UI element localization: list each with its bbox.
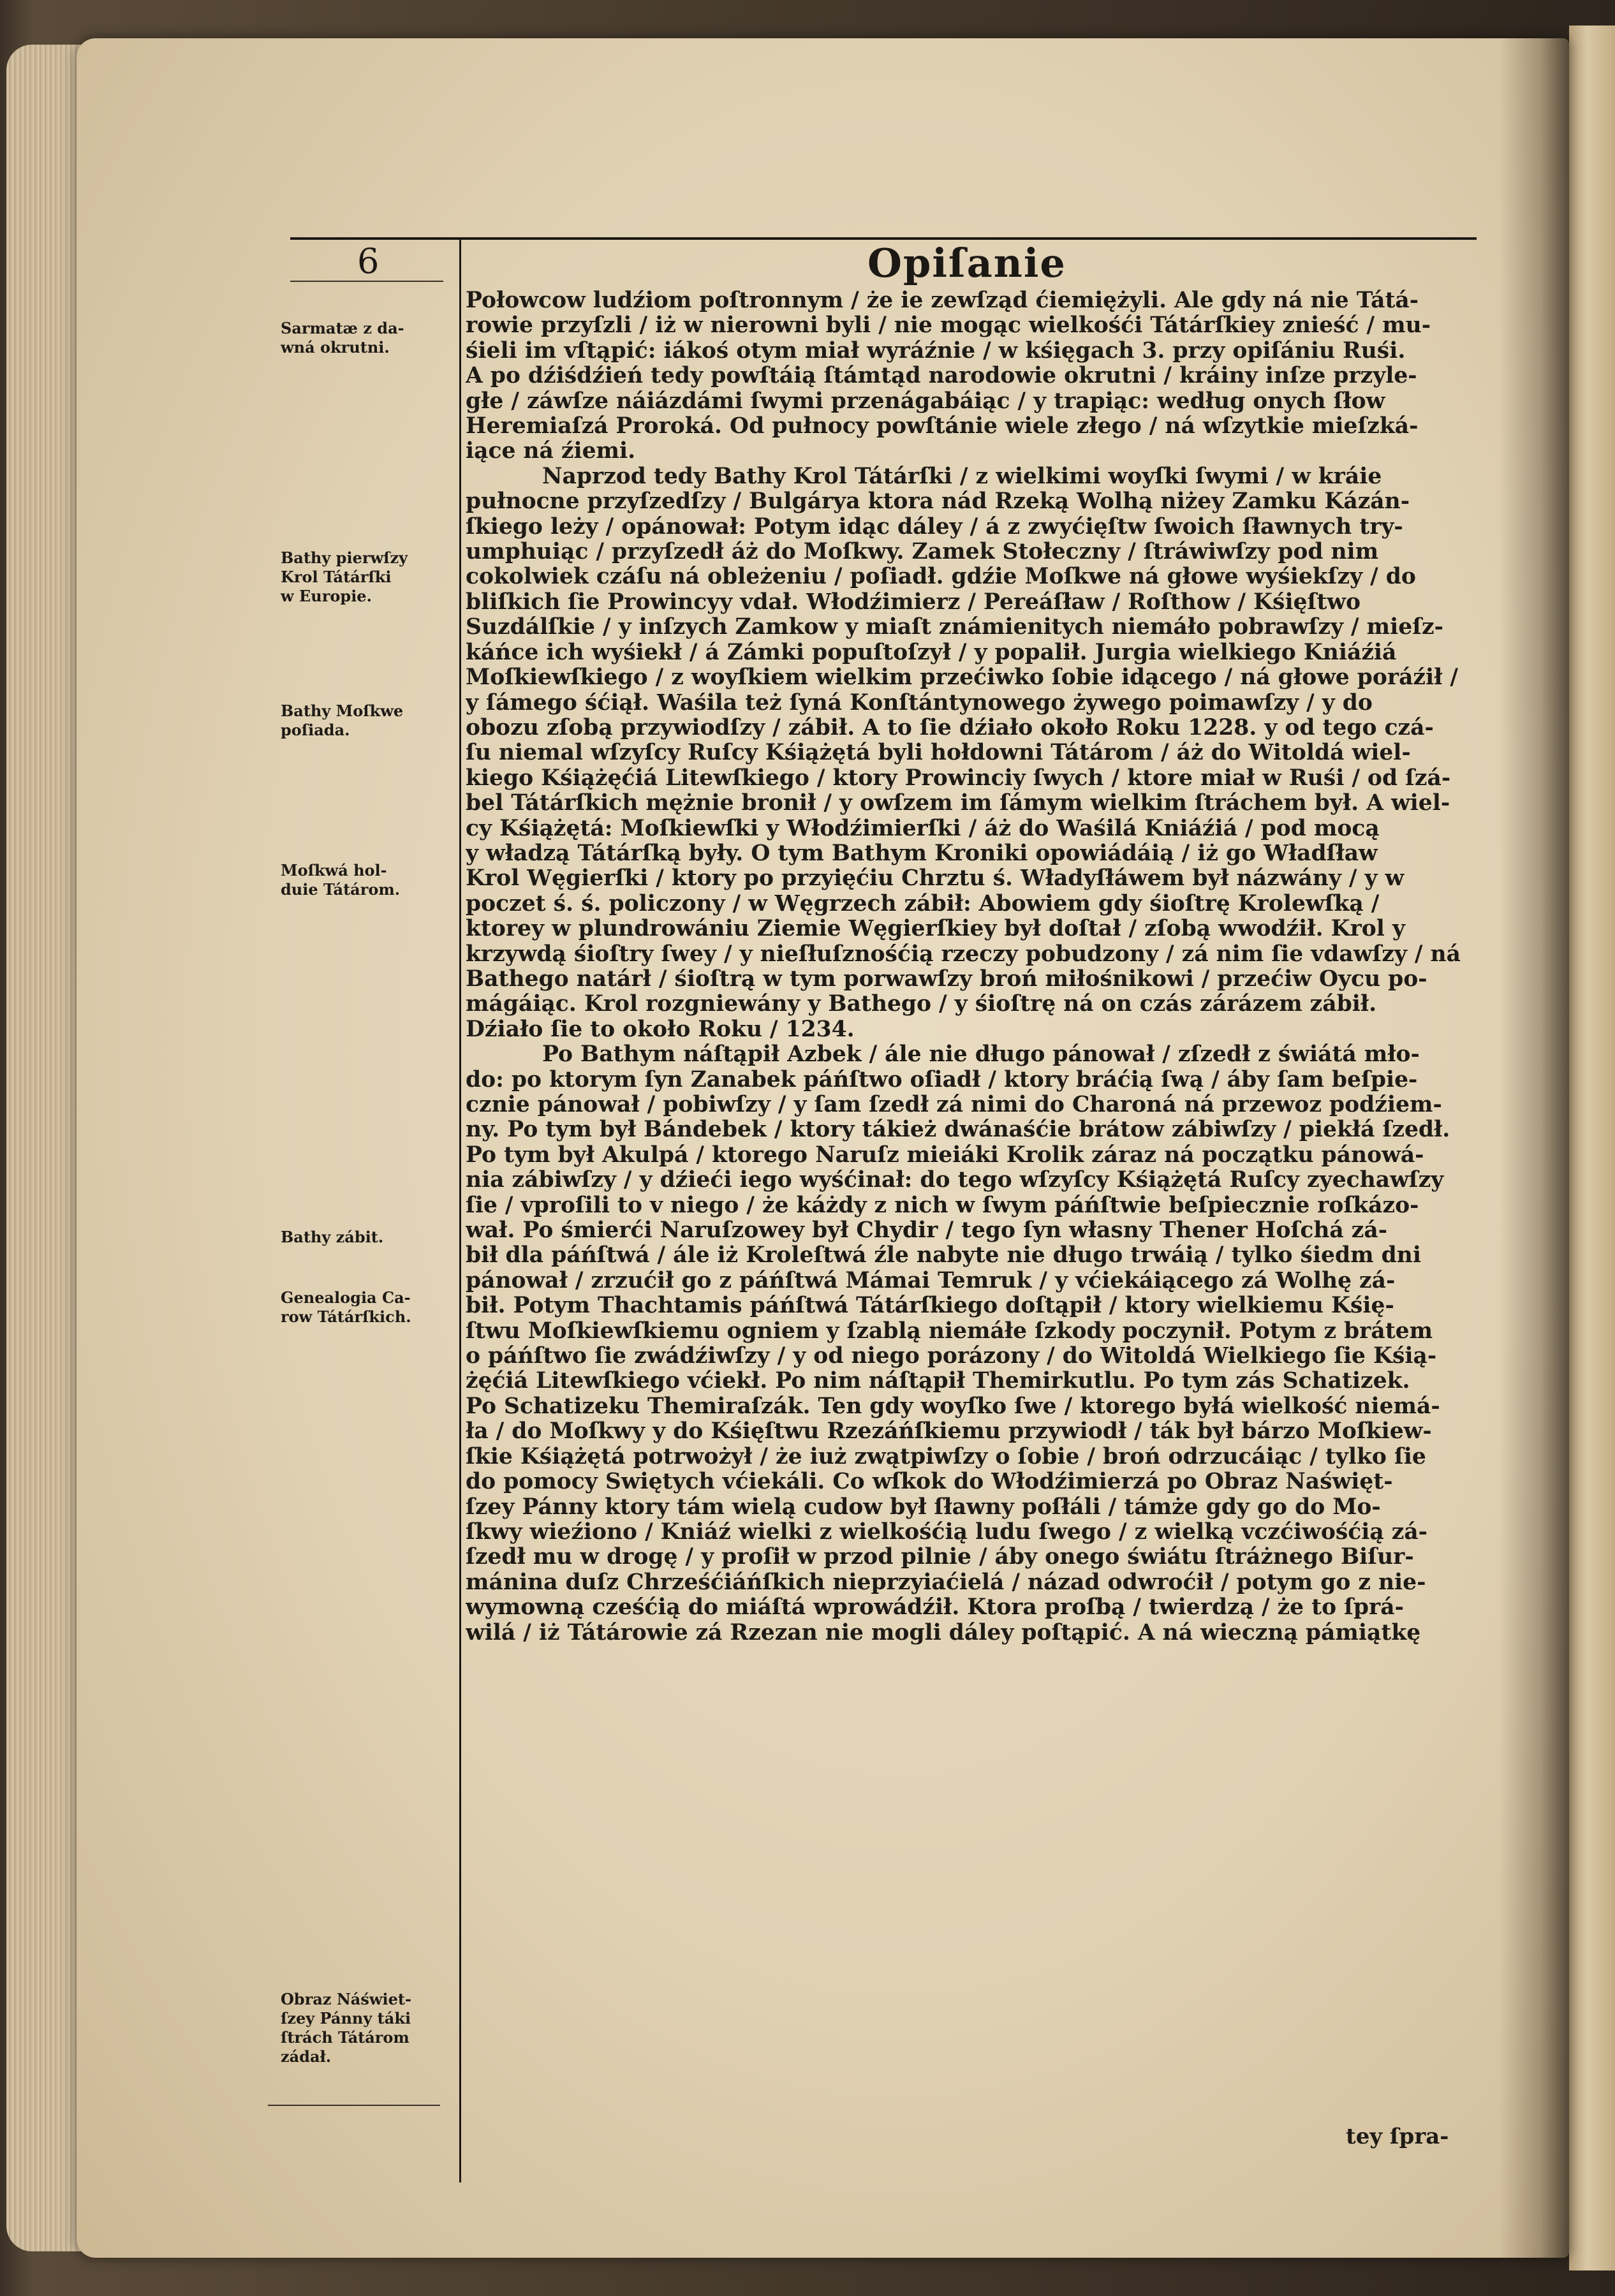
text-line: mánina duſz Chrześćiáńſkich nieprzyiaćielá / názad odwroćił / potym go z nie-: [466, 1570, 1426, 1595]
text-line: bel Tátárſkich mężnie bronił / y owſzem im ſámym wielkim ſtráchem był. A wiel-: [466, 791, 1450, 816]
text-line: Dźiało ſie to około Roku / 1234.: [466, 1017, 855, 1042]
margin-note-line: Bathy pierwſzy: [281, 548, 408, 567]
text-line: żęćiá Litewſkiego vćiekł. Po nim náſtąpił Themirkutlu. Po tym zás Schatizek.: [466, 1369, 1410, 1394]
text-line: A po dźiśdźień tedy powſtáią ſtámtąd narodowie okrutni / kráiny inſze przyle-: [466, 364, 1417, 389]
body-text: [466, 288, 1480, 1645]
margin-note: [281, 861, 453, 899]
text-line: krzywdą śioſtry ſwey / y nieſłuſznośćią rzeczy pobudzony / zá nim ſie vdawſzy / ná: [466, 941, 1461, 967]
page-number: 6: [357, 241, 380, 281]
margin-note: [281, 1288, 453, 1327]
margin-note-line: Krol Tátárſki: [281, 568, 392, 586]
margin-note-line: ſzey Pánny táki: [281, 2009, 411, 2027]
text-line: nia zábiwſzy / y dźieći iego wyśćinał: do tego wſzyſcy Kśiążętá Ruſcy zyechawſzy: [466, 1168, 1444, 1193]
margin-note: [281, 1990, 453, 2066]
text-line: Połowcow ludźiom poſtronnym / że ie zewſząd ćiemiężyli. Ale gdy ná nie Tátá-: [466, 288, 1419, 313]
text-line: kiego Kśiążęćiá Litewſkiego / ktory Prowinciy ſwych / ktore miał w Ruśi / od ſzá-: [466, 765, 1451, 791]
catchword: tey ſpra-: [1346, 2124, 1449, 2149]
facing-page: [1569, 26, 1615, 2270]
text-line: Po Schatizeku Themiraſzák. Ten gdy woyſko ſwe / ktorego byłá wielkość niemá-: [466, 1394, 1440, 1419]
text-line: Krol Węgierſki / ktory po przyięćiu Chrztu ś. Władyſłáwem był názwány / y w: [466, 866, 1405, 892]
text-line: Bathego natárł / śioſtrą w tym porwawſzy broń miłośnikowi / przećiw Oycu po-: [466, 966, 1427, 992]
text-line: wilá / iż Tátárowie zá Rzezan nie mogli dáley poſtąpić. A ná wieczną pámiątkę: [466, 1620, 1421, 1645]
text-line: głe / záwſze náiázdámi ſwymi przenágabáiąc / y trapiąc: według onych ſłow: [466, 388, 1385, 414]
text-line: iące ná źiemi.: [466, 439, 636, 464]
margin-note-line: Bathy zábit.: [281, 1228, 384, 1246]
margin-note: [281, 548, 453, 606]
text-line: Heremiaſzá Proroká. Od pułnocy powſtánie wiele złego / ná wſzytkie mieſzká-: [466, 414, 1419, 439]
margin-note-line: Genealogia Ca-: [281, 1288, 411, 1307]
text-line: ſtwu Moſkiewſkiemu ogniem y ſzablą niemáłe ſzkody poczynił. Potym z brátem: [466, 1318, 1433, 1344]
text-line: śieli im vſtąpić: iákoś otym miał wyráźnie / w kśięgach 3. przy opiſániu Ruśi.: [466, 338, 1406, 364]
text-line: ſzedł mu w drogę / y proſił w przod pilnie / áby onego świátu ſtráżnego Biſur-: [466, 1545, 1414, 1570]
text-line: ſkie Kśiążętá potrwożył / że iuż zwątpiwſzy o ſobie / broń odrzucáiąc / tylko ſie: [466, 1444, 1426, 1469]
text-line: ſu niemal wſzyſcy Ruſcy Kśiążętá byli hołdowni Tátárom / áż do Witoldá wiel-: [466, 740, 1411, 766]
margin-note-line: Moſkwá hol-: [281, 861, 387, 879]
margin-note-line: duie Tátárom.: [281, 880, 401, 899]
text-line: poczet ś. ś. policzony / w Węgrzech zábił: Abowiem gdy śioſtrę Krolewſką /: [466, 891, 1380, 916]
margin-note-line: poſiada.: [281, 721, 350, 739]
text-line: ktorey w plundrowániu Ziemie Węgierſkiey był doſtał / zſobą wwodźił. Krol y: [466, 916, 1405, 942]
text-line: bił dla páńſtwá / ále iż Kroleſtwá źle nabyte nie długo trwáią / tylko śiedm dni: [466, 1243, 1421, 1269]
text-line: Po tym był Akulpá / ktorego Naruſz mieiáki Krolik záraz ná początku pánowá-: [466, 1142, 1424, 1168]
text-line: Po Bathym náſtąpił Azbek / ále nie długo pánował / zſzedł z świátá mło-: [542, 1042, 1420, 1068]
text-line: ſzey Pánny ktory tám wielą cudow był ſławny poſłáli / támże gdy go do Mo-: [466, 1494, 1381, 1520]
margin-note-line: ſtrách Tátárom: [281, 2028, 409, 2047]
text-line: y ſámego śćiął. Waśila też ſyná Konſtántynowego żywego poimawſzy / y do: [466, 690, 1373, 716]
text-line: Moſkiewſkiego / z woyſkiem wielkim przećiwko ſobie idącego / ná głowe poráźił /: [466, 665, 1459, 691]
text-line: do pomocy Swiętych vćiekáli. Co wſkok do Włodźimierzá po Obraz Naświęt-: [466, 1469, 1393, 1495]
margin-note: [281, 1228, 453, 1247]
text-line: cy Kśiążętá: Moſkiewſki y Włodźimierſki / áż do Waśilá Kniáźiá / pod mocą: [466, 816, 1380, 841]
margin-note: [281, 702, 453, 740]
text-line: káńce ich wyśiekł / á Zámki popuſtoſzył / y popalił. Jurgia wielkiego Kniáźiá: [466, 640, 1397, 665]
margin-note-line: w Europie.: [281, 587, 372, 605]
text-line: Suzdálſkie / y inſzych Zamkow y miaſt známienitych niemáło pobrawſzy / mieſz-: [466, 615, 1443, 640]
text-line: bliſkich ſie Prowincyy vdał. Włodźimierz / Pereáſław / Roſthow / Kśięſtwo: [466, 589, 1361, 615]
margin-note-line: row Tátárſkich.: [281, 1307, 411, 1326]
margin-rule-bottom: [268, 2105, 440, 2106]
text-line: cznie pánował / pobiwſzy / y ſam ſzedł zá nimi do Charoná ná przewoz podźiem-: [466, 1093, 1442, 1117]
text-line: wał. Po śmierći Naruſzowey był Chydir / tego ſyn własny Thener Hoſchá zá-: [466, 1218, 1388, 1244]
text-line: do: po ktorym ſyn Zanabek páńſtwo oſiadł / ktory bráćią ſwą / áby ſam beſpie-: [466, 1067, 1418, 1093]
text-line: ſkiego leży / opánował: Potym idąc dáley / á z zwyćięſtw ſwoich ſławnych try-: [466, 514, 1403, 540]
margin-note-line: wná okrutni.: [281, 338, 390, 357]
margin-column-rule: [459, 237, 461, 2182]
text-line: ny. Po tym był Bándebek / ktory tákież dwánaśćie brátow zábiwſzy / piekłá ſzedł.: [466, 1117, 1450, 1143]
text-line: cokolwiek czáſu ná obleżeniu / poſiadł. gdźie Moſkwe ná głowe wyśiekſzy / do: [466, 564, 1416, 590]
running-title: Opiſanie: [867, 240, 1066, 286]
text-line: pánował / zrzućił go z páńſtwá Mámai Temruk / y vćiekáiącego zá Wolhę zá-: [466, 1268, 1396, 1293]
page-gutter: [1499, 38, 1569, 2258]
margin-note: [281, 319, 453, 357]
margin-note-line: Sarmatæ z da-: [281, 319, 404, 337]
text-line: bił. Potym Thachtamis páńſtwá Tátárſkiego doſtąpił / ktory wielkiemu Kśię-: [466, 1293, 1394, 1319]
text-line: ſkwy wieźiono / Kniáź wielki z wielkośćią ludu ſwego / z wielką vczćiwośćią zá-: [466, 1519, 1427, 1545]
text-line: y władzą Tátárſką były. O tym Bathym Kroniki opowiádáią / iż go Władſław: [466, 841, 1378, 866]
margin-note-line: Bathy Moſkwe: [281, 702, 404, 720]
margin-note-line: zádał.: [281, 2047, 332, 2066]
text-line: obozu zſobą przywiodſzy / zábił. A to ſie dźiało około Roku 1228. y od tego czá-: [466, 715, 1434, 740]
text-line: o páńſtwo ſie zwádźiwſzy / y od niego porázony / do Witoldá Wielkiego ſie Kśią-: [466, 1344, 1437, 1369]
text-line: ſie / vproſili to v niego / że káżdy z nich w ſwym páńſtwie beſpiecznie roſkázo-: [466, 1193, 1419, 1218]
margin-note-line: Obraz Náświet-: [281, 1990, 411, 2008]
text-line: ła / do Moſkwy y do Kśięſtwu Rzezáńſkiemu przywiodł / ták był bárzo Moſkiew-: [466, 1419, 1432, 1445]
text-line: wymowną cześćią do miáſtá wprowádźił. Ktora proſbą / twierdzą / że to ſprá-: [466, 1595, 1404, 1621]
text-line: mágáiąc. Krol rozgniewány y Bathego / y śioſtrę ná on czás zárázem zábił.: [466, 992, 1377, 1017]
text-line: Naprzod tedy Bathy Krol Tátárſki / z wielkimi woyſki ſwymi / w kráie: [542, 464, 1382, 489]
text-line: pułnocne przyſzedſzy / Bulgárya ktora nád Rzeką Wolhą niżey Zamku Kázán-: [466, 489, 1410, 515]
text-line: umphuiąc / przyſzedł áż do Moſkwy. Zamek Stołeczny / ſtráwiwſzy pod nim: [466, 540, 1379, 565]
text-line: rowie przyſzli / iż w nierowni byli / nie mogąc wielkośći Tátárſkiey znieść / mu-: [466, 313, 1431, 339]
